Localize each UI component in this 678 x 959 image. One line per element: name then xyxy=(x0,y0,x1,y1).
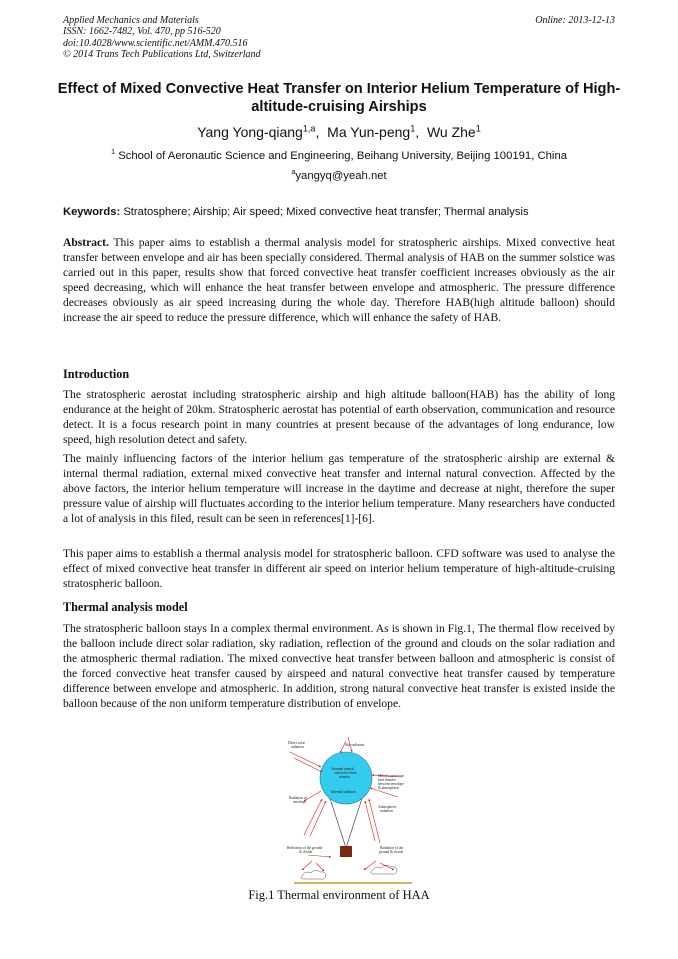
author-sup: 1 xyxy=(410,123,416,134)
label-sky-radiation: Sky radiation xyxy=(345,743,365,747)
author-name: Yang Yong-qiang xyxy=(197,124,303,140)
label-direct-solar: Direct solar xyxy=(288,741,305,745)
paper-title: Effect of Mixed Convective Heat Transfer on Interior Helium Temperature of High-altitude-cruising Airships xyxy=(57,81,621,115)
svg-text:transfer: transfer xyxy=(339,775,350,779)
keywords-label: Keywords: xyxy=(63,206,121,218)
author-name: Wu Zhe xyxy=(426,124,476,140)
figure-caption: Fig.1 Thermal environment of HAA xyxy=(248,888,430,902)
cloud-left xyxy=(301,870,326,879)
svg-text:& clouds: & clouds xyxy=(299,850,313,854)
keywords xyxy=(63,206,615,218)
thermal-environment-figure xyxy=(272,735,422,887)
doi-line: doi:10.4028/www.scientific.net/AMM.470.516 xyxy=(63,37,248,49)
label-reflection: Reflection of the ground xyxy=(287,846,323,850)
affiliation-sup: 1 xyxy=(110,147,116,157)
author-list: Yang Yong-qiang$^{1,a}$, Ma Yun-peng$^1$, Wu Zhe$^1$ xyxy=(197,123,481,140)
abstract-label: Abstract. xyxy=(63,237,109,249)
label-internal-radiation: Internal radiation xyxy=(331,790,356,794)
author-sup: 1 xyxy=(475,123,481,134)
label-mixed-convection: Mixed convective xyxy=(378,774,404,778)
introduction-heading: Introduction xyxy=(63,367,130,381)
thermal-model-heading: Thermal analysis model xyxy=(63,600,188,614)
label-atmospheric-radiation: Atmospheric xyxy=(378,805,397,809)
author-name: Ma Yun-peng xyxy=(327,124,411,140)
abstract xyxy=(63,236,615,327)
label-ground-clouds-radiation: Radiation of the xyxy=(380,846,404,850)
svg-text:& atmospheric: & atmospheric xyxy=(378,786,400,790)
journal-name: Applied Mechanics and Materials xyxy=(63,15,199,26)
online-date: Online: 2013-12-13 xyxy=(535,15,615,26)
intro-paragraph-3: This paper aims to establish a thermal analysis model for stratospheric balloon. CFD software was used to analyse the effect of mixed convective heat transfer in different air speed on interior helium temperature of high-altitude-cruising stratospheric balloon. xyxy=(63,548,615,591)
payload-box xyxy=(340,846,352,857)
author-email: $^a$yangyq@yeah.net xyxy=(291,167,387,182)
keywords-text: Stratosphere; Airship; Air speed; Mixed convective heat transfer; Thermal analysis xyxy=(123,206,529,218)
svg-text:ground & clouds: ground & clouds xyxy=(379,850,404,854)
svg-text:envelope: envelope xyxy=(293,800,306,804)
label-internal-convection: Internal natural xyxy=(332,767,355,771)
intro-paragraph-1: The stratospheric aerostat including stratospheric airship and high altitude balloon(HAB) has the ability of long endurance at the height of 20km. Stratospheric aerostat has potential of earth observation, communication and resource detect. It is a focus research point in many countries at present because of the advantages of long endurance, low speed, high resolution detect and safety. xyxy=(63,389,615,447)
svg-text:between envelope: between envelope xyxy=(378,782,404,786)
svg-text:radiation: radiation xyxy=(291,745,304,749)
copyright-line: © 2014 Trans Tech Publications Ltd, Switzerland xyxy=(63,49,261,61)
svg-text:convective heat: convective heat xyxy=(334,771,357,775)
intro-paragraph-2: The mainly influencing factors of the interior helium gas temperature of the stratospheric airship are external & internal thermal radiation, external mixed convective heat transfer and internal natural convection. Affected by the above factors, the interior helium temperature will increase in the daytime and decrease at night, therefore the super pressure value of airship will fluctuates according to the interior helium temperature. Many researchers have conducted a lot of analysis in this filed, result can be seen in references[1]-[6]. xyxy=(63,453,615,526)
abstract-text: This paper aims to establish a thermal analysis model for stratospheric airships. Mixed convective heat transfer between envelope and air has been specially considered. Thermal analysis of HAB on the summer solstice was carried out in this paper, results show that forced convective heat transfer coefficient increases obviously as the air speed decreasing, which will enhance the heat transfer between envelope and atmospheric. The pressure difference decreases obviously as air speed increasing during the whole day. Therefore HAB(high altitude balloon) should increase the air speed to reduce the pressure difference, which will enhance the safety of HAB. xyxy=(63,237,615,325)
author-sup: 1,a xyxy=(302,123,316,134)
label-envelope-radiation: Radiation of xyxy=(289,796,307,800)
affiliation-text: School of Aeronautic Science and Engineering, Beihang University, Beijing 100191, China xyxy=(118,150,568,162)
affiliation xyxy=(0,147,678,162)
thermal-model-paragraph: The stratospheric balloon stays In a complex thermal environment. As is shown in Fig.1, The thermal flow received by the balloon include direct solar radiation, sky radiation, reflection of the ground and clouds on the solar radiation and the atmospheric thermal radiation. The mixed convective heat transfer between balloon and atmospheric is consist of the forced convective heat transfer caused by airspeed and natural convective heat transfer caused by temperature difference between envelope and atmospheric. In addition, strong natural convective heat transfer is existed inside the balloon because of the non uniform temperature distribution of envelope. xyxy=(63,623,615,711)
issn-line: ISSN: 1662-7482, Vol. 470, pp 516-520 xyxy=(63,26,221,38)
journal-header xyxy=(63,15,261,61)
svg-text:radiation: radiation xyxy=(380,809,393,813)
figure-diagram xyxy=(272,735,422,887)
svg-text:heat transfer: heat transfer xyxy=(378,778,396,782)
